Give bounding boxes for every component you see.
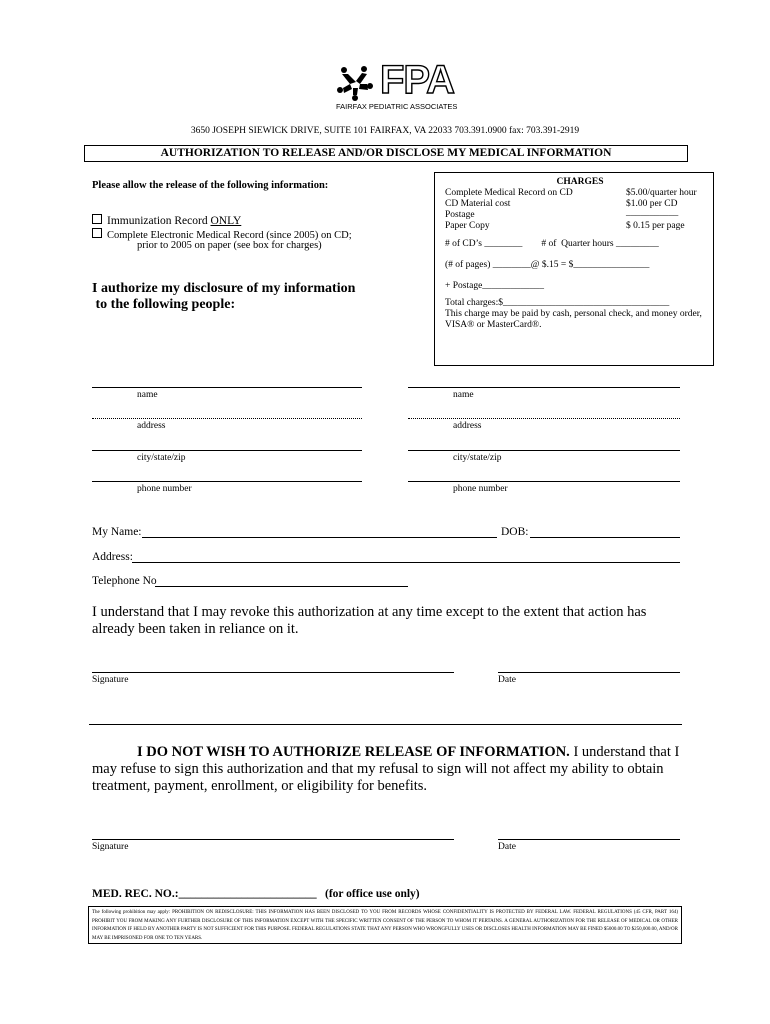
recipient2-address-label: address <box>453 421 482 431</box>
revoke-statement: I understand that I may revoke this authorization at any time except to the extent that action has already been taken in reliance on it. <box>92 604 647 637</box>
recipient2-name-field[interactable] <box>408 387 680 388</box>
signature2-label: Signature <box>92 842 129 852</box>
recipient2-name-label: name <box>453 390 474 400</box>
emr-label-line1: Complete Electronic Medical Record (since 2005) on CD; <box>107 230 352 241</box>
total-charges-line: Total charges:$___________________________________ <box>445 298 670 308</box>
date2-field[interactable] <box>498 839 680 840</box>
address-label: Address: <box>92 551 133 563</box>
dob-label: DOB: <box>501 526 529 538</box>
recipient2-address-field[interactable] <box>408 418 680 419</box>
recipient2-city-label: city/state/zip <box>453 453 502 463</box>
section-divider <box>89 724 682 725</box>
signature1-label: Signature <box>92 675 129 685</box>
immunization-only: ONLY <box>210 215 242 227</box>
logo-letters: FPA <box>380 58 455 102</box>
signature1-field[interactable] <box>92 672 454 673</box>
option-immunization[interactable] <box>92 214 241 227</box>
postage-line: + Postage_____________ <box>445 281 545 291</box>
clinic-address: 3650 JOSEPH SIEWICK DRIVE, SUITE 101 FAIRFAX, VA 22033 703.391.0900 fax: 703.391-2919 <box>190 126 580 136</box>
charge-item-2: Postage <box>445 210 475 220</box>
refuse-heading: I DO NOT WISH TO AUTHORIZE RELEASE OF INFORMATION. <box>137 744 570 760</box>
charge-item-1: CD Material cost <box>445 199 511 209</box>
med-rec-label: MED. REC. NO.:________________________ <box>92 888 317 900</box>
office-use-note: (for office use only) <box>325 888 420 900</box>
recipient1-city-label: city/state/zip <box>137 453 186 463</box>
emr-label-line2: prior to 2005 on paper (see box for charges) <box>137 240 322 251</box>
charge-item-3: Paper Copy <box>445 221 490 231</box>
recipient1-phone-field[interactable] <box>92 481 362 482</box>
date1-label: Date <box>498 675 516 685</box>
charge-price-0: $5.00/quarter hour <box>626 188 697 198</box>
payment-note: This charge may be paid by cash, personal check, and money order, VISA® or MasterCard®. <box>445 309 702 330</box>
charge-price-1: $1.00 per CD <box>626 199 678 209</box>
disclaimer-box <box>88 906 682 944</box>
dob-field[interactable] <box>530 537 680 538</box>
refuse-statement <box>92 744 682 795</box>
charges-title: CHARGES <box>556 177 604 187</box>
pages-line: (# of pages) ________@ $.15 = $________________ <box>445 260 650 270</box>
recipient1-phone-label: phone number <box>137 484 192 494</box>
recipient1-address-label: address <box>137 421 166 431</box>
release-heading: Please allow the release of the following information: <box>92 180 329 191</box>
authorize-heading-line1: I authorize my disclosure of my information <box>92 281 356 296</box>
emr-checkbox[interactable] <box>92 228 102 238</box>
signature2-field[interactable] <box>92 839 454 840</box>
telephone-field[interactable] <box>155 586 408 587</box>
children-figures-icon <box>334 64 378 104</box>
recipient2-city-field[interactable] <box>408 450 680 451</box>
refuse-text: I understand that I may refuse to sign this authorization and that my refusal to sign will not affect my ability to obtain treatment, payment, enrollment, or eligibility for benefits. <box>92 744 680 794</box>
address-field[interactable] <box>132 562 680 563</box>
recipient2-phone-label: phone number <box>453 484 508 494</box>
immunization-checkbox[interactable] <box>92 214 102 224</box>
recipient1-name-field[interactable] <box>92 387 362 388</box>
telephone-label: Telephone No <box>92 575 157 587</box>
recipient2-phone-field[interactable] <box>408 481 680 482</box>
disclaimer-text: The following prohibition may apply: PROHIBITION ON REDISCLOSURE: THIS INFORMATION HAS BEEN DISCLOSED TO YOU FROM RECORDS WHOSE CONFIDENTIALITY IS PROTECTED BY FEDERAL LAW. FEDERAL REGULATIONS (45 CFR, PART 164) PROHIBIT YOU FROM MAKING ANY FURTHER DISCLOSURE OF THIS INFORMATION EXCEPT WITH THE SPECIFIC WRITTEN CONSENT OF THE PERSON TO WHOM IT PERTAINS. A GENERAL AUTHORIZATION FOR THE RELEASE OF MEDICAL OR OTHER INFORMATION IF HELD BY ANOTHER PARTY IS NOT SUFFICIENT FOR THIS PURPOSE. FEDERAL REGULATIONS STATE THAT ANY PERSON WHO WRONGFULLY USES OR DISCLOSES HEALTH INFORMATION MAY BE FINED $5000.00 TO $250,000.00, AND/OR MAY BE IMPRISONED FOR ONE TO TEN YEARS. <box>92 910 678 941</box>
date2-label: Date <box>498 842 516 852</box>
form-title: AUTHORIZATION TO RELEASE AND/OR DISCLOSE MY MEDICAL INFORMATION <box>160 147 612 159</box>
date1-field[interactable] <box>498 672 680 673</box>
my-name-field[interactable] <box>142 537 497 538</box>
logo-subtitle: FAIRFAX PEDIATRIC ASSOCIATES <box>336 102 458 111</box>
recipient1-city-field[interactable] <box>92 450 362 451</box>
authorize-heading-line2: to the following people: <box>92 297 236 312</box>
my-name-label: My Name: <box>92 526 142 538</box>
charge-price-3: $ 0.15 per page <box>626 221 685 231</box>
logo <box>334 58 474 114</box>
recipient1-name-label: name <box>137 390 158 400</box>
charge-price-2: ___________ <box>626 208 679 218</box>
cds-quarter-hours-line: # of CD’s ________ # of Quarter hours _________ <box>445 239 659 249</box>
immunization-label: Immunization Record <box>107 215 211 227</box>
charge-item-0: Complete Medical Record on CD <box>445 188 573 198</box>
recipient1-address-field[interactable] <box>92 418 362 419</box>
